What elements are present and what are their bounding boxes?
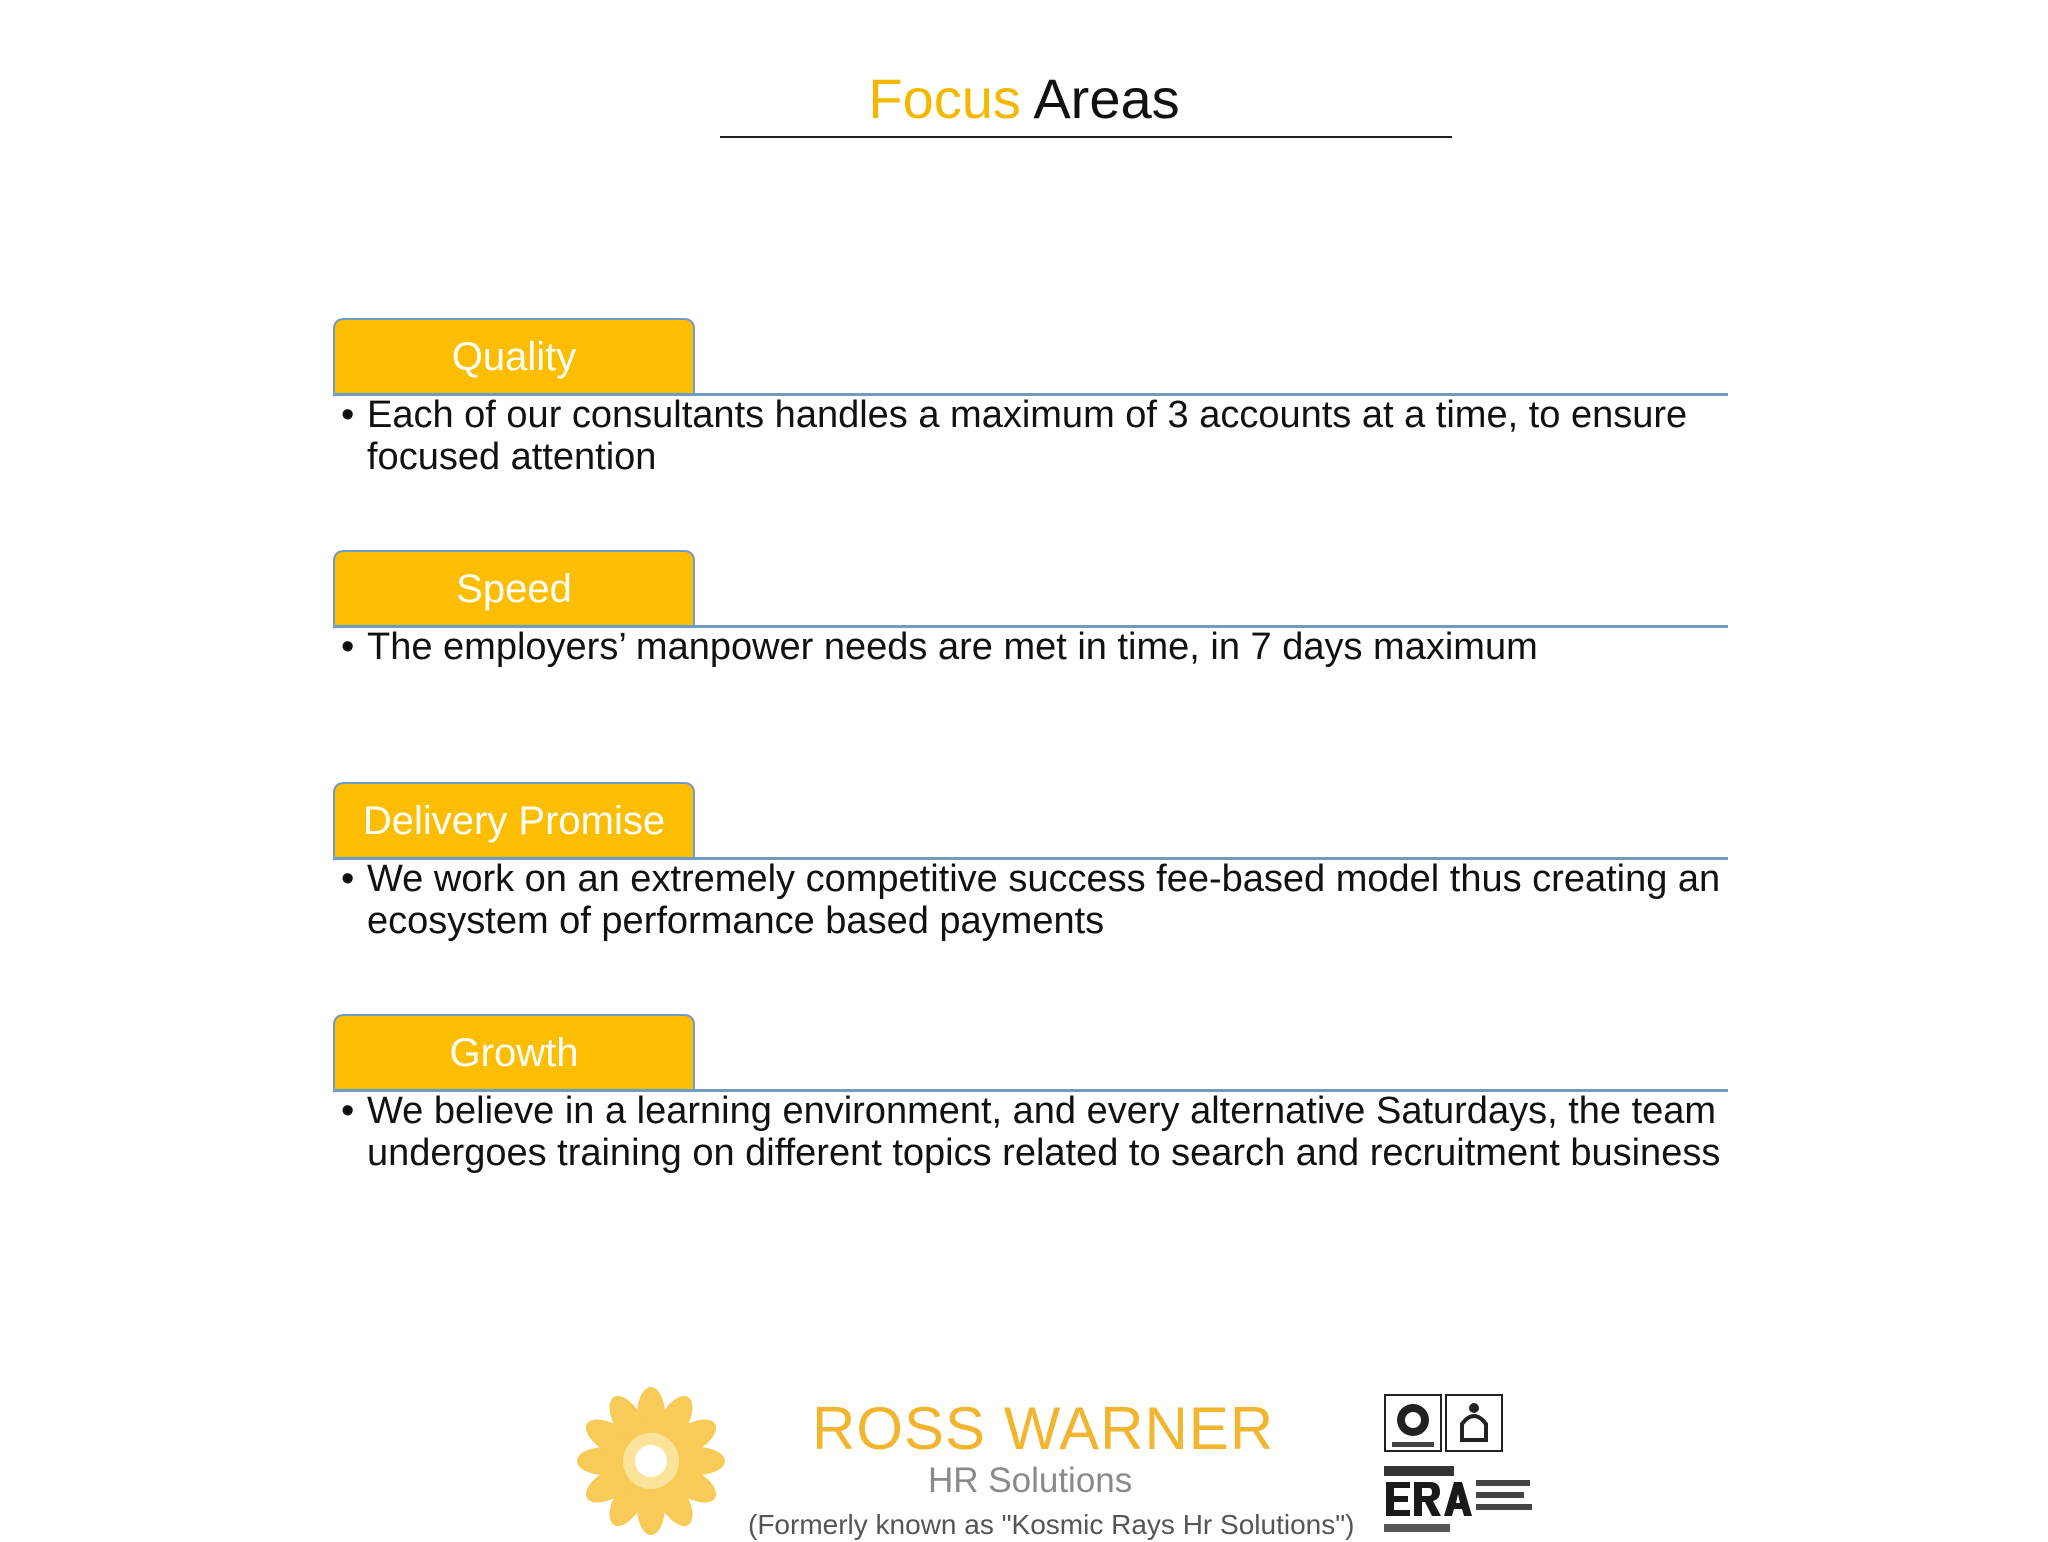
bullet-dot: • (341, 858, 355, 900)
section-tab-growth: Growth (333, 1014, 695, 1089)
brand-name: ROSS WARNER (812, 1395, 1275, 1462)
section-bullet (341, 858, 1752, 942)
era-member-logo-icon (1384, 1466, 1534, 1536)
bullet-dot: • (341, 394, 355, 436)
section-tab-speed: Speed (333, 550, 695, 625)
section-tab-delivery-promise: Delivery Promise (333, 782, 695, 857)
section-bullet-text: Each of our consultants handles a maximum of 3 accounts at a time, to ensure focused attention (367, 394, 1688, 478)
sunburst-logo-icon (570, 1386, 732, 1536)
page-title-accent: Focus (868, 67, 1021, 130)
brand-former-name: (Formerly known as "Kosmic Rays Hr Solutions") (748, 1509, 1355, 1540)
section-bullet (341, 1090, 1752, 1174)
section-tab-quality: Quality (333, 318, 695, 393)
section-bullet-text: We believe in a learning environment, and every alternative Saturdays, the team undergoes training on different topics related to search and recruitment business (367, 1090, 1721, 1174)
section-bullet (341, 626, 1752, 668)
bullet-dot: • (341, 626, 355, 668)
brand-subtitle: HR Solutions (928, 1461, 1133, 1500)
page-title (0, 64, 2048, 134)
title-underline (720, 136, 1452, 138)
section-bullet-text: The employers’ manpower needs are met in time, in 7 days maximum (367, 626, 1538, 668)
section-bullet-text: We work on an extremely competitive success fee-based model thus creating an ecosystem of performance based payments (367, 858, 1721, 942)
bullet-dot: • (341, 1090, 355, 1132)
page-title-rest: Areas (1020, 67, 1180, 130)
certification-badges-icon (1384, 1394, 1504, 1452)
section-bullet (341, 394, 1752, 478)
